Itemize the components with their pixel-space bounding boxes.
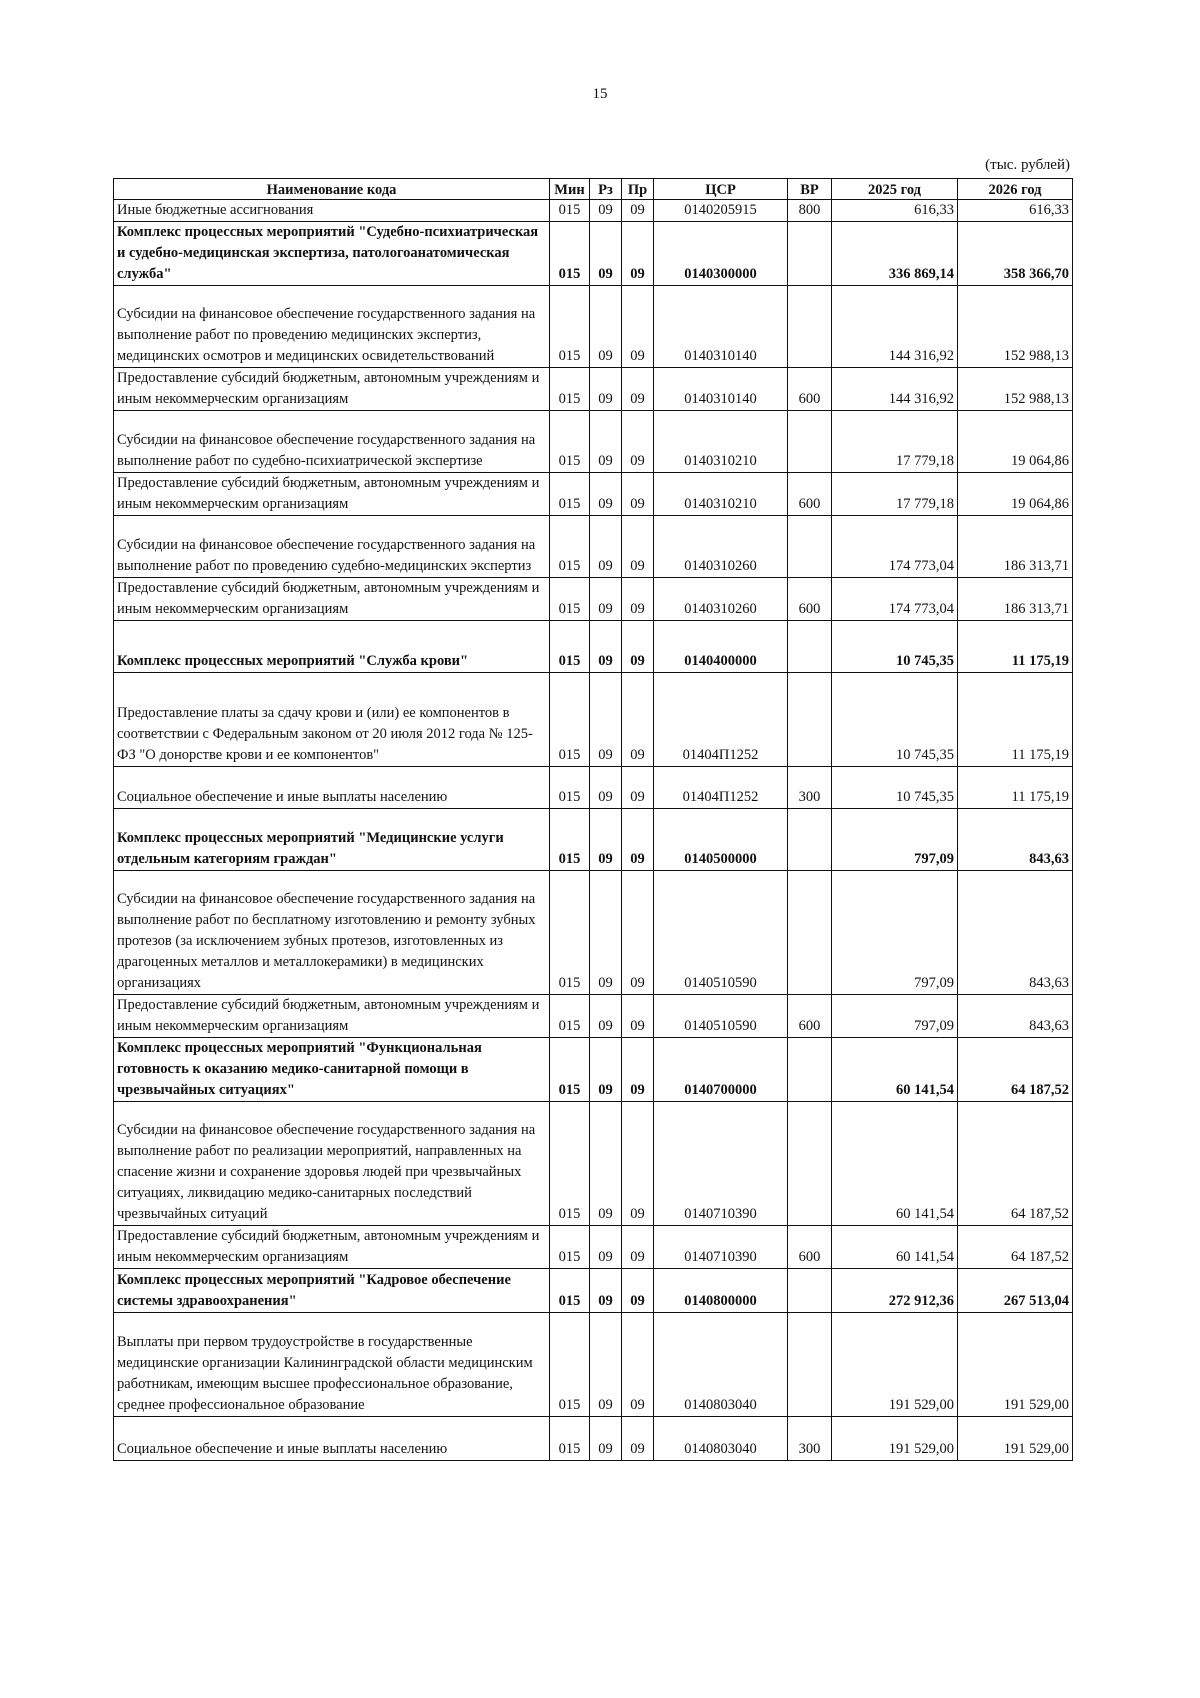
cell-2025: 17 779,18 — [832, 411, 958, 473]
table-row — [114, 995, 1073, 1038]
cell-vr — [788, 1102, 832, 1226]
header-2025: 2025 год — [832, 179, 958, 200]
cell-min: 015 — [550, 578, 590, 621]
cell-2025: 797,09 — [832, 809, 958, 871]
cell-pr: 09 — [622, 1226, 654, 1269]
cell-min: 015 — [550, 1417, 590, 1461]
cell-2025: 60 141,54 — [832, 1038, 958, 1102]
table-row — [114, 1102, 1073, 1226]
cell-rz: 09 — [590, 1417, 622, 1461]
cell-pr: 09 — [622, 200, 654, 222]
cell-2025: 10 745,35 — [832, 767, 958, 809]
cell-name: Предоставление субсидий бюджетным, автономным учреждениям и иным некоммерческим организациям — [114, 1226, 550, 1269]
cell-min: 015 — [550, 871, 590, 995]
cell-2026: 64 187,52 — [958, 1038, 1073, 1102]
cell-csr: 0140310210 — [654, 473, 788, 516]
cell-csr: 0140500000 — [654, 809, 788, 871]
table-row — [114, 200, 1073, 222]
table-body — [114, 200, 1073, 1461]
cell-2026: 186 313,71 — [958, 578, 1073, 621]
cell-rz: 09 — [590, 809, 622, 871]
cell-csr: 0140700000 — [654, 1038, 788, 1102]
cell-2025: 10 745,35 — [832, 621, 958, 673]
cell-2026: 152 988,13 — [958, 286, 1073, 368]
cell-min: 015 — [550, 809, 590, 871]
cell-rz: 09 — [590, 473, 622, 516]
cell-2026: 843,63 — [958, 995, 1073, 1038]
cell-2025: 797,09 — [832, 995, 958, 1038]
cell-min: 015 — [550, 286, 590, 368]
cell-2026: 11 175,19 — [958, 673, 1073, 767]
cell-pr: 09 — [622, 516, 654, 578]
cell-name: Социальное обеспечение и иные выплаты населению — [114, 1417, 550, 1461]
cell-vr — [788, 1313, 832, 1417]
cell-pr: 09 — [622, 411, 654, 473]
cell-name: Предоставление платы за сдачу крови и (или) ее компонентов в соответствии с Федеральным законом от 20 июля 2012 года № 125-ФЗ "О донорстве крови и ее компонентов" — [114, 673, 550, 767]
cell-vr: 600 — [788, 995, 832, 1038]
cell-name: Комплекс процессных мероприятий "Кадровое обеспечение системы здравоохранения" — [114, 1269, 550, 1313]
cell-2025: 144 316,92 — [832, 368, 958, 411]
cell-2026: 152 988,13 — [958, 368, 1073, 411]
cell-min: 015 — [550, 473, 590, 516]
cell-csr: 01404П1252 — [654, 673, 788, 767]
cell-min: 015 — [550, 995, 590, 1038]
cell-2026: 191 529,00 — [958, 1417, 1073, 1461]
cell-name: Выплаты при первом трудоустройстве в государственные медицинские организации Калининградской области медицинским работникам, имеющим высшее профессиональное образование, среднее профессиональное образование — [114, 1313, 550, 1417]
cell-2026: 19 064,86 — [958, 473, 1073, 516]
cell-pr: 09 — [622, 621, 654, 673]
cell-2025: 60 141,54 — [832, 1102, 958, 1226]
table-row — [114, 673, 1073, 767]
cell-2025: 60 141,54 — [832, 1226, 958, 1269]
table-row — [114, 809, 1073, 871]
header-2026: 2026 год — [958, 179, 1073, 200]
cell-rz: 09 — [590, 411, 622, 473]
table-row — [114, 286, 1073, 368]
cell-min: 015 — [550, 673, 590, 767]
cell-2026: 843,63 — [958, 871, 1073, 995]
cell-2025: 10 745,35 — [832, 673, 958, 767]
cell-vr: 600 — [788, 473, 832, 516]
cell-csr: 0140310140 — [654, 368, 788, 411]
cell-csr: 0140710390 — [654, 1226, 788, 1269]
cell-2026: 267 513,04 — [958, 1269, 1073, 1313]
cell-2026: 11 175,19 — [958, 767, 1073, 809]
cell-vr — [788, 621, 832, 673]
cell-2026: 64 187,52 — [958, 1102, 1073, 1226]
cell-2026: 843,63 — [958, 809, 1073, 871]
cell-csr: 0140510590 — [654, 871, 788, 995]
cell-rz: 09 — [590, 1038, 622, 1102]
cell-csr: 0140400000 — [654, 621, 788, 673]
cell-name: Предоставление субсидий бюджетным, автономным учреждениям и иным некоммерческим организациям — [114, 578, 550, 621]
cell-min: 015 — [550, 411, 590, 473]
cell-name: Субсидии на финансовое обеспечение государственного задания на выполнение работ по проведению медицинских экспертиз, медицинских осмотров и медицинских освидетельствований — [114, 286, 550, 368]
page-number: 15 — [592, 86, 608, 102]
cell-pr: 09 — [622, 767, 654, 809]
cell-2026: 11 175,19 — [958, 621, 1073, 673]
cell-pr: 09 — [622, 1417, 654, 1461]
cell-min: 015 — [550, 222, 590, 286]
header-rz: Рз — [590, 179, 622, 200]
cell-min: 015 — [550, 767, 590, 809]
header-min: Мин — [550, 179, 590, 200]
cell-name: Субсидии на финансовое обеспечение государственного задания на выполнение работ по реализации мероприятий, направленных на спасение жизни и сохранение здоровья людей при чрезвычайных ситуациях, ликвидацию медико-санитарных последствий чрезвычайных ситуаций — [114, 1102, 550, 1226]
cell-2025: 174 773,04 — [832, 578, 958, 621]
cell-rz: 09 — [590, 871, 622, 995]
cell-csr: 01404П1252 — [654, 767, 788, 809]
header-vr: ВР — [788, 179, 832, 200]
table-row — [114, 1313, 1073, 1417]
cell-2025: 191 529,00 — [832, 1313, 958, 1417]
cell-min: 015 — [550, 516, 590, 578]
cell-min: 015 — [550, 1038, 590, 1102]
cell-rz: 09 — [590, 368, 622, 411]
unit-note: (тыс. рублей) — [985, 157, 1070, 173]
cell-rz: 09 — [590, 1313, 622, 1417]
cell-vr — [788, 222, 832, 286]
table-row — [114, 621, 1073, 673]
table-row — [114, 871, 1073, 995]
header-csr: ЦСР — [654, 179, 788, 200]
cell-min: 015 — [550, 621, 590, 673]
cell-name: Субсидии на финансовое обеспечение государственного задания на выполнение работ по проведению судебно-медицинских экспертиз — [114, 516, 550, 578]
cell-2025: 144 316,92 — [832, 286, 958, 368]
cell-pr: 09 — [622, 286, 654, 368]
cell-pr: 09 — [622, 809, 654, 871]
cell-vr — [788, 1038, 832, 1102]
table-row — [114, 767, 1073, 809]
cell-name: Комплекс процессных мероприятий "Медицинские услуги отдельным категориям граждан" — [114, 809, 550, 871]
table-row — [114, 368, 1073, 411]
cell-min: 015 — [550, 1102, 590, 1226]
cell-name: Субсидии на финансовое обеспечение государственного задания на выполнение работ по бесплатному изготовлению и ремонту зубных протезов (за исключением зубных протезов, изготовленных из драгоценных металлов и металлокерамики) в медицинских организациях — [114, 871, 550, 995]
cell-vr — [788, 809, 832, 871]
table-row — [114, 1269, 1073, 1313]
cell-rz: 09 — [590, 516, 622, 578]
cell-csr: 0140310260 — [654, 578, 788, 621]
cell-rz: 09 — [590, 673, 622, 767]
header-pr: Пр — [622, 179, 654, 200]
table-row — [114, 473, 1073, 516]
cell-name: Субсидии на финансовое обеспечение государственного задания на выполнение работ по судебно-психиатрической экспертизе — [114, 411, 550, 473]
cell-rz: 09 — [590, 621, 622, 673]
header-name: Наименование кода — [114, 179, 550, 200]
cell-2026: 616,33 — [958, 200, 1073, 222]
cell-csr: 0140800000 — [654, 1269, 788, 1313]
cell-pr: 09 — [622, 995, 654, 1038]
cell-csr: 0140310210 — [654, 411, 788, 473]
cell-vr: 800 — [788, 200, 832, 222]
cell-rz: 09 — [590, 767, 622, 809]
cell-name: Иные бюджетные ассигнования — [114, 200, 550, 222]
cell-vr — [788, 516, 832, 578]
cell-2025: 272 912,36 — [832, 1269, 958, 1313]
cell-2026: 19 064,86 — [958, 411, 1073, 473]
cell-csr: 0140710390 — [654, 1102, 788, 1226]
cell-name: Комплекс процессных мероприятий "Служба крови" — [114, 621, 550, 673]
cell-2025: 336 869,14 — [832, 222, 958, 286]
cell-vr — [788, 411, 832, 473]
cell-vr: 300 — [788, 1417, 832, 1461]
cell-pr: 09 — [622, 1313, 654, 1417]
table-row — [114, 411, 1073, 473]
table-row — [114, 1417, 1073, 1461]
cell-csr: 0140300000 — [654, 222, 788, 286]
table-row — [114, 222, 1073, 286]
cell-2026: 358 366,70 — [958, 222, 1073, 286]
cell-vr: 300 — [788, 767, 832, 809]
cell-csr: 0140310260 — [654, 516, 788, 578]
table-row — [114, 1038, 1073, 1102]
cell-rz: 09 — [590, 578, 622, 621]
cell-vr — [788, 673, 832, 767]
cell-name: Комплекс процессных мероприятий "Функциональная готовность к оказанию медико-санитарной помощи в чрезвычайных ситуациях" — [114, 1038, 550, 1102]
cell-pr: 09 — [622, 1102, 654, 1226]
cell-name: Комплекс процессных мероприятий "Судебно-психиатрическая и судебно-медицинская экспертиза, патологоанатомическая служба" — [114, 222, 550, 286]
cell-rz: 09 — [590, 222, 622, 286]
cell-2025: 17 779,18 — [832, 473, 958, 516]
table-row — [114, 516, 1073, 578]
cell-pr: 09 — [622, 578, 654, 621]
cell-min: 015 — [550, 1269, 590, 1313]
cell-pr: 09 — [622, 473, 654, 516]
table-row — [114, 578, 1073, 621]
cell-min: 015 — [550, 200, 590, 222]
cell-min: 015 — [550, 1226, 590, 1269]
cell-csr: 0140510590 — [654, 995, 788, 1038]
cell-csr: 0140310140 — [654, 286, 788, 368]
cell-rz: 09 — [590, 200, 622, 222]
cell-vr — [788, 1269, 832, 1313]
cell-vr: 600 — [788, 578, 832, 621]
cell-pr: 09 — [622, 368, 654, 411]
cell-vr: 600 — [788, 1226, 832, 1269]
cell-csr: 0140803040 — [654, 1417, 788, 1461]
cell-vr: 600 — [788, 368, 832, 411]
cell-rz: 09 — [590, 1269, 622, 1313]
cell-pr: 09 — [622, 871, 654, 995]
cell-2025: 797,09 — [832, 871, 958, 995]
cell-name: Предоставление субсидий бюджетным, автономным учреждениям и иным некоммерческим организациям — [114, 995, 550, 1038]
table-header-row — [114, 179, 1073, 200]
cell-rz: 09 — [590, 1102, 622, 1226]
cell-name: Предоставление субсидий бюджетным, автономным учреждениям и иным некоммерческим организациям — [114, 368, 550, 411]
cell-name: Предоставление субсидий бюджетным, автономным учреждениям и иным некоммерческим организациям — [114, 473, 550, 516]
cell-pr: 09 — [622, 1269, 654, 1313]
cell-pr: 09 — [622, 673, 654, 767]
cell-2025: 616,33 — [832, 200, 958, 222]
cell-min: 015 — [550, 368, 590, 411]
cell-2026: 191 529,00 — [958, 1313, 1073, 1417]
cell-pr: 09 — [622, 1038, 654, 1102]
cell-2025: 174 773,04 — [832, 516, 958, 578]
cell-min: 015 — [550, 1313, 590, 1417]
cell-name: Социальное обеспечение и иные выплаты населению — [114, 767, 550, 809]
cell-2026: 186 313,71 — [958, 516, 1073, 578]
cell-2026: 64 187,52 — [958, 1226, 1073, 1269]
budget-table — [113, 178, 1073, 1461]
cell-rz: 09 — [590, 995, 622, 1038]
cell-vr — [788, 286, 832, 368]
cell-csr: 0140803040 — [654, 1313, 788, 1417]
cell-rz: 09 — [590, 286, 622, 368]
cell-pr: 09 — [622, 222, 654, 286]
cell-vr — [788, 871, 832, 995]
cell-csr: 0140205915 — [654, 200, 788, 222]
table-row — [114, 1226, 1073, 1269]
cell-2025: 191 529,00 — [832, 1417, 958, 1461]
cell-rz: 09 — [590, 1226, 622, 1269]
